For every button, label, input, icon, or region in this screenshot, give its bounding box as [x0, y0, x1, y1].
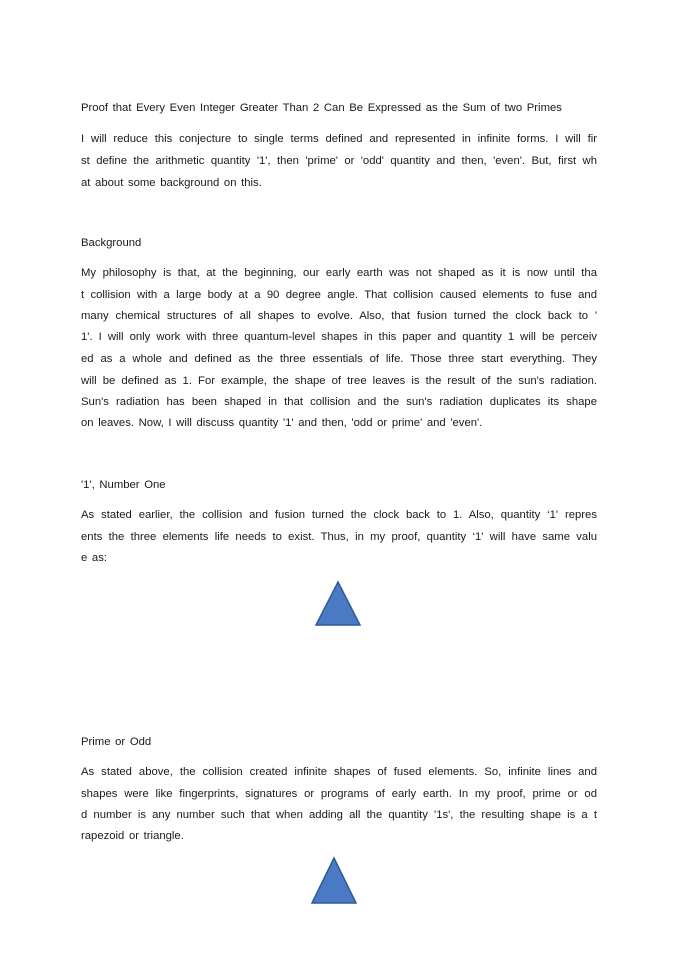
- intro-line-2: st define the arithmetic quantity '1', then 'prime' or 'odd' quantity and then, 'even'. But, first wh: [81, 155, 597, 167]
- background-line-3: many chemical structures of all shapes to evolve. Also, that fusion turned the clock back to ': [81, 310, 597, 322]
- prime-odd-line-4: rapezoid or triangle.: [81, 830, 184, 842]
- triangle-shape-2: [310, 856, 358, 906]
- number-one-line-2: ents the three elements life needs to exist. Thus, in my proof, quantity ‘1' will have same valu: [81, 531, 597, 543]
- background-line-1: My philosophy is that, at the beginning, our early earth was not shaped as it is now until tha: [81, 267, 597, 279]
- number-one-heading: '1', Number One: [81, 479, 166, 491]
- prime-odd-line-2: shapes were like fingerprints, signatures or programs of early earth. In my proof, prime or od: [81, 788, 597, 800]
- number-one-line-1: As stated earlier, the collision and fusion turned the clock back to 1. Also, quantity ‘1' repres: [81, 509, 597, 521]
- prime-odd-line-3: d number is any number such that when adding all the quantity '1s', the resulting shape is a t: [81, 809, 597, 821]
- background-line-8: on leaves. Now, I will discuss quantity '1' and then, 'odd or prime' and 'even'.: [81, 417, 483, 429]
- background-line-4: 1'. I will only work with three quantum-level shapes in this paper and quantity 1 will be perceiv: [81, 331, 597, 343]
- background-line-5: ed as a whole and defined as the three essentials of life. Those three start everything. They: [81, 353, 597, 365]
- prime-odd-line-1: As stated above, the collision created infinite shapes of fused elements. So, infinite lines and: [81, 766, 597, 778]
- background-line-6: will be defined as 1. For example, the shape of tree leaves is the result of the sun's radiation.: [81, 375, 597, 387]
- number-one-line-3: e as:: [81, 552, 107, 564]
- background-line-2: t collision with a large body at a 90 degree angle. That collision caused elements to fuse and: [81, 289, 597, 301]
- document-title: Proof that Every Even Integer Greater Than 2 Can Be Expressed as the Sum of two Primes: [81, 102, 562, 114]
- prime-odd-heading: Prime or Odd: [81, 736, 152, 748]
- intro-line-3: at about some background on this.: [81, 177, 262, 189]
- background-heading: Background: [81, 237, 142, 249]
- triangle-shape-1: [314, 580, 362, 628]
- background-line-7: Sun's radiation has been shaped in that collision and the sun's radiation duplicates its shape: [81, 396, 597, 408]
- intro-line-1: I will reduce this conjecture to single terms defined and represented in infinite forms. I will fir: [81, 133, 597, 145]
